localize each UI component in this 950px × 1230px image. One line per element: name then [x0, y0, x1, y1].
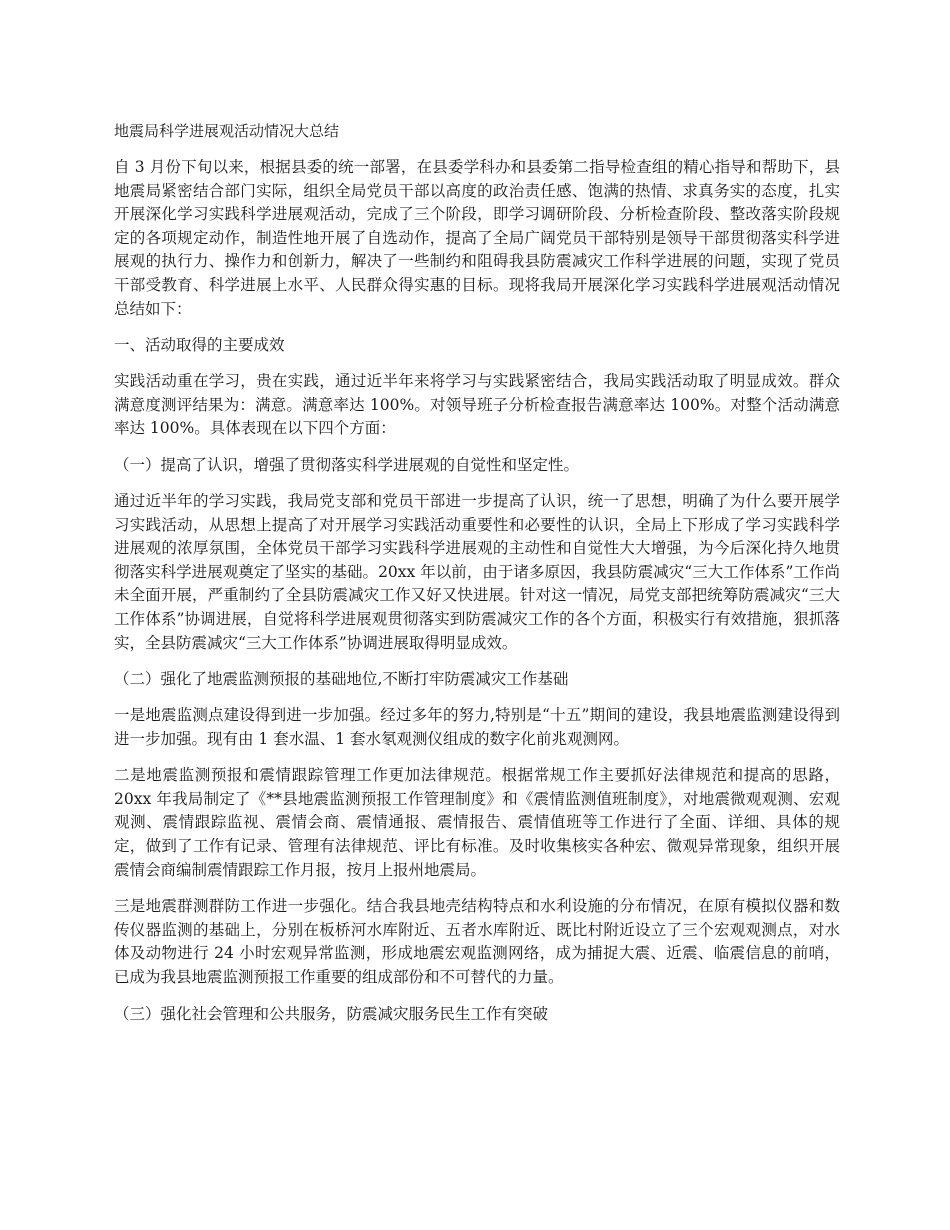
paragraph-results: 实践活动重在学习，贵在实践，通过近半年来将学习与实践紧密结合，我局实践活动取了明显成效。群众满意度测评结果为：满意。满意率达 100%。对领导班子分析检查报告满意率达 100%。对整个活动满意率达 100%。具体表现在以下四个方面： [114, 372, 840, 438]
document-page [114, 120, 840, 1039]
paragraph-awareness: 通过近半年的学习实践，我局党支部和党员干部进一步提高了认识，统一了思想，明确了为什么要开展学习实践活动，从思想上提高了对开展学习实践活动重要性和必要性的认识，全局上下形成了学习实践科学进展观的浓厚氛围，全体党员干部学习实践科学进展观的主动性和自觉性大大增强，为今后深化持久地贯彻落实科学进展观奠定了坚实的基础。20xx 年以前，由于诸多原因，我县防震减灾“三大工作体系”工作尚未全面开展，严重制约了全县防震减灾工作又好又快进展。针对这一情况，局党支部把统筹防震减灾“三大工作体系”协调进展，自觉将科学进展观贯彻落实到防震减灾工作的各个方面，积极实行有效措施，狠抓落实，全县防震减灾“三大工作体系”协调进展取得明显成效。 [114, 491, 840, 652]
paragraph-monitoring-points: 一是地震监测点建设得到进一步加强。经过多年的努力,特别是“十五”期间的建设，我县地震监测建设得到进一步加强。现有由 1 套水温、1 套水氡观测仪组成的数字化前兆观测网。 [114, 706, 840, 748]
subheading-3: （三）强化社会管理和公共服务，防震减灾服务民生工作有突破 [114, 1004, 549, 1023]
document-title: 地震局科学进展观活动情况大总结 [114, 122, 340, 140]
subheading-1: （一）提高了认识，增强了贯彻落实科学进展观的自觉性和坚定性。 [114, 455, 580, 474]
paragraph-mass-monitoring: 三是地震群测群防工作进一步强化。结合我县地壳结构特点和水利设施的分布情况，在原有模拟仪器和数传仪器监测的基础上，分别在板桥河水库附近、五者水库附近、既比村附近设立了三个宏观观测点，对水体及动物进行 24 小时宏观异常监测，形成地震宏观监测网络，成为捕捉大震、近震、临震信息的前哨，已成为我县地震监测预报工作重要的组成部份和不可替代的力量。 [114, 897, 840, 987]
section-heading-1: 一、活动取得的主要成效 [114, 336, 285, 355]
subheading-2: （二）强化了地震监测预报的基础地位,不断打牢防震减灾工作基础 [114, 670, 569, 689]
paragraph-monitoring-management: 二是地震监测预报和震情跟踪管理工作更加法律规范。根据常规工作主要抓好法律规范和提高的思路，20xx 年我局制定了《**县地震监测预报工作管理制度》和《震情监测值班制度》，对地震微观观测、宏观观测、震情跟踪监视、震情会商、震情通报、震情报告、震情值班等工作进行了全面、详细、具体的规定，做到了工作有记录、管理有法律规范、评比有标准。及时收集核实各种宏、微观异常现象，组织开展震情会商编制震情跟踪工作月报，按月上报州地震局。 [114, 766, 840, 879]
intro-paragraph: 自 3 月份下旬以来，根据县委的统一部署，在县委学科办和县委第二指导检查组的精心指导和帮助下，县地震局紧密结合部门实际，组织全局党员干部以高度的政治责任感、饱满的热情、求真务实的态度，扎实开展深化学习实践科学进展观活动，完成了三个阶段，即学习调研阶段、分析检查阶段、整改落实阶段规定的各项规定动作，制造性地开展了自选动作，提高了全局广阔党员干部特别是领导干部贯彻落实科学进展观的执行力、操作力和创新力，解决了一些制约和阻碍我县防震减灾工作科学进展的问题，实现了党员干部受教育、科学进展上水平、人民群众得实惠的目标。现将我局开展深化学习实践科学进展观活动情况总结如下： [114, 158, 840, 318]
